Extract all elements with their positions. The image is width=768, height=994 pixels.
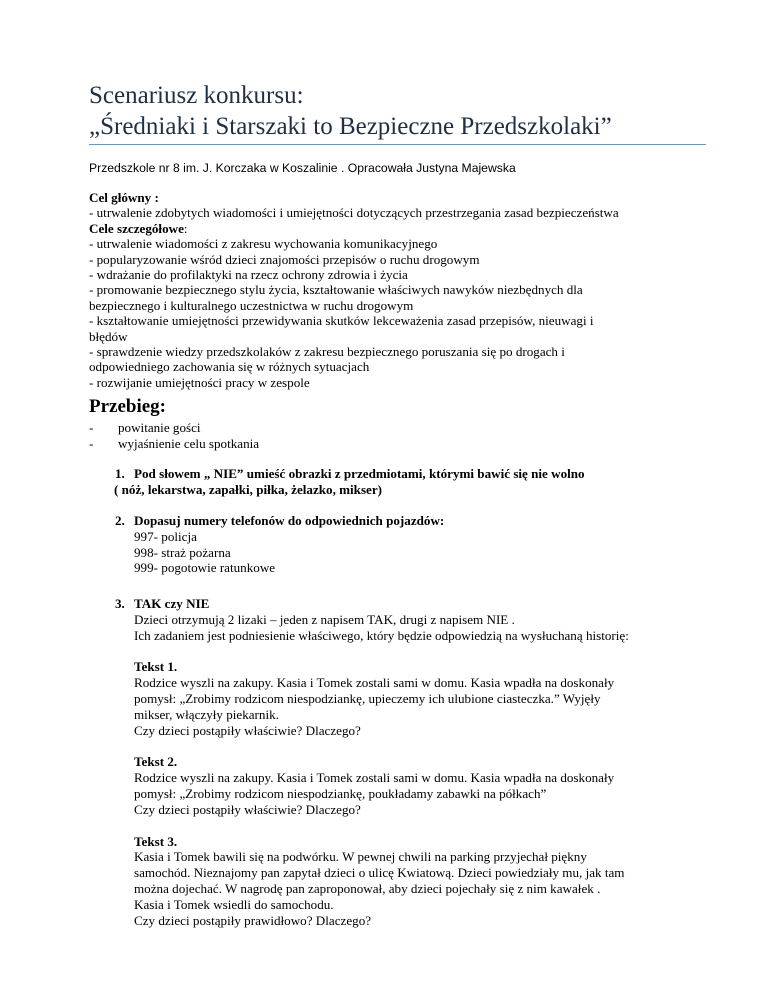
przebieg-heading: Przebieg:	[89, 396, 167, 417]
specific-goals-heading: Cele szczegółowe	[89, 220, 184, 236]
story-line: Rodzice wyszli na zakupy. Kasia i Tomek zostali sami w domu. Kasia wpadła na doskonały	[134, 675, 615, 691]
task-2-heading	[115, 513, 715, 529]
title-line-2: „Średniaki i Starszaki to Bezpieczne Przedszkolaki”	[89, 113, 612, 140]
story-line: Kasia i Tomek wsiedli do samochodu.	[134, 896, 334, 912]
story-line: Rodzice wyszli na zakupy. Kasia i Tomek zostali sami w domu. Kasia wpadła na doskonały	[134, 770, 615, 786]
specific-goal-item: - rozwijanie umiejętności pracy w zespole	[89, 374, 310, 390]
task-number: 3.	[115, 596, 125, 611]
task-number: 2.	[115, 513, 125, 528]
main-goal-item: - utrwalenie zdobytych wiadomości i umiejętności dotyczących przestrzegania zasad bezpieczeństwa	[89, 205, 619, 221]
list-dash: -	[89, 436, 94, 451]
story-question: Czy dzieci postąpiły właściwie? Dlaczego?	[134, 722, 361, 738]
intro-item-text: wyjaśnienie celu spotkania	[118, 436, 260, 451]
specific-goal-item: - sprawdzenie wiedzy przedszkolaków z zakresu bezpiecznego poruszania się po drogach i	[89, 344, 565, 360]
intro-list-item	[89, 436, 709, 452]
specific-goal-item: - promowanie bezpiecznego stylu życia, kształtowanie właściwych nawyków niezbędnych dla	[89, 282, 583, 298]
specific-goal-item: - popularyzowanie wśród dzieci znajomości przepisów o ruchu drogowym	[89, 251, 480, 267]
task-3-instruction: Ich zadaniem jest podniesienie właściwego, który będzie odpowiedzią na wysłuchaną historię:	[134, 627, 629, 643]
specific-goals-heading-row	[89, 221, 709, 236]
story-line: pomysł: „Zrobimy rodzicom niespodziankę, poukładamy zabawki na półkach”	[134, 785, 547, 801]
intro-list-item	[89, 420, 709, 436]
task-2-body	[115, 529, 715, 576]
task-3-body	[115, 612, 715, 929]
title-underline-divider	[89, 144, 706, 145]
specific-goal-item: - utrwalenie wiadomości z zakresu wychowania komunikacyjnego	[89, 236, 438, 252]
document-title	[89, 80, 709, 142]
task-number: 1.	[115, 466, 125, 481]
specific-goal-item: - kształtowanie umiejętności przewidywania skutków lekceważenia zasad przepisów, nieuwagi i	[89, 313, 594, 329]
goals-section	[89, 190, 709, 390]
task-1	[115, 466, 715, 498]
phone-number-line: 998- straż pożarna	[134, 544, 231, 560]
story-text-2	[134, 754, 715, 817]
phone-number-line: 997- policja	[134, 528, 197, 544]
intro-item-text: powitanie gości	[118, 420, 201, 435]
task-title: TAK czy NIE	[134, 596, 210, 611]
story-line: pomysł: „Zrobimy rodzicom niespodziankę, upieczemy ich ulubione ciasteczka.” Wyjęły	[134, 690, 601, 706]
task-3-instruction: Dzieci otrzymują 2 lizaki – jeden z napisem TAK, drugi z napisem NIE .	[134, 611, 515, 627]
story-line: mikser, włączyły piekarnik.	[134, 706, 279, 722]
main-goal-heading: Cel główny :	[89, 190, 159, 205]
story-question: Czy dzieci postąpiły prawidłowo? Dlaczego?	[134, 912, 372, 928]
list-dash: -	[89, 420, 94, 435]
story-line: Kasia i Tomek bawili się na podwórku. W pewnej chwili na parking przyjechał piękny	[134, 849, 587, 865]
intro-list	[89, 420, 709, 452]
specific-goals-colon: :	[183, 220, 188, 236]
document-subtitle: Przedszkole nr 8 im. J. Korczaka w Koszalinie . Opracowała Justyna Majewska	[89, 161, 516, 175]
task-title: Dopasuj numery telefonów do odpowiednich pojazdów:	[134, 513, 445, 528]
story-label: Tekst 3.	[134, 833, 178, 849]
story-line: można dojechać. W nagrodę pan zaproponował, aby dzieci pojechały się z nim kawałek .	[134, 880, 601, 896]
specific-goal-item: bezpiecznego i kulturalnego uczestnictwa w ruchu drogowym	[89, 297, 414, 313]
title-line-1: Scenariusz konkursu:	[89, 82, 304, 109]
task-1-items: ( nóż, lekarstwa, zapałki, piłka, żelazko, mikser)	[114, 481, 383, 497]
specific-goal-item: - wdrażanie do profilaktyki na rzecz ochrony zdrowia i życia	[89, 267, 408, 283]
task-1-heading	[115, 466, 715, 482]
task-3	[115, 596, 715, 928]
story-label: Tekst 1.	[134, 659, 178, 675]
task-3-heading	[115, 596, 715, 612]
story-text-3	[134, 834, 715, 929]
task-title: Pod słowem „ NIE” umieść obrazki z przedmiotami, którymi bawić się nie wolno	[134, 466, 585, 481]
story-question: Czy dzieci postąpiły właściwie? Dlaczego?	[134, 801, 361, 817]
specific-goal-item: odpowiedniego zachowania się w różnych sytuacjach	[89, 359, 370, 375]
story-line: samochód. Nieznajomy pan zapytał dzieci o ulicę Kwiatową. Dzieci powiedziały mu, jak tam	[134, 865, 625, 881]
phone-number-line: 999- pogotowie ratunkowe	[134, 560, 276, 576]
story-text-1	[134, 659, 715, 738]
task-2	[115, 513, 715, 576]
specific-goal-item: błędów	[89, 328, 128, 344]
story-label: Tekst 2.	[134, 754, 178, 770]
